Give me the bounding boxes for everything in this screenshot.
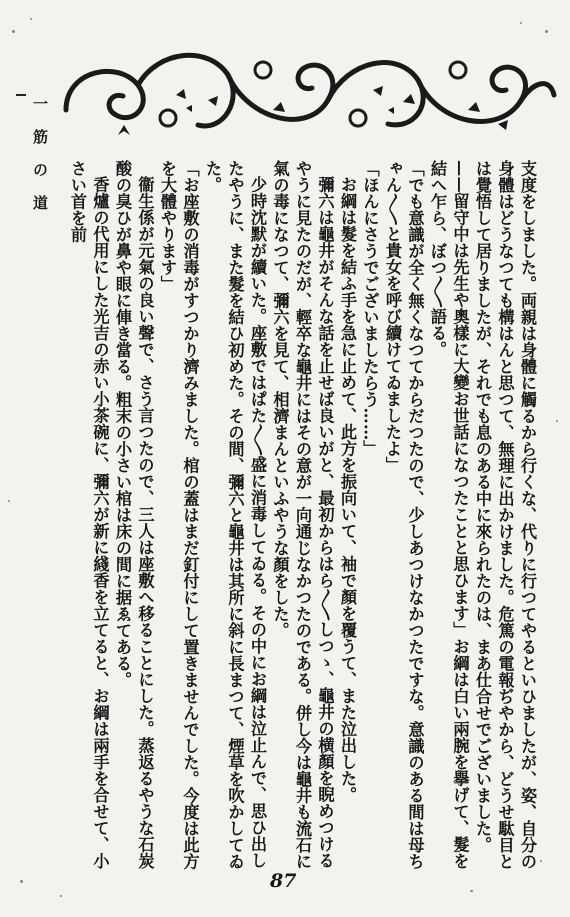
running-head-text: 一筋の道	[31, 96, 49, 228]
paragraph: お綱は髮を結ふ手を急に止めて、此方を振向いて、袖で顏を覆うて、また泣出した。	[338, 176, 357, 804]
running-head-mark	[16, 94, 26, 96]
paragraph: 少時沈默が續いた。座敷ではぱた〳〵盛に消毒してゐる。その中にお綱は泣止んで、思ひ出したやうに、また髮を結ひ初めた。その間、彌六と龜井は其所に斜に長まつて、煙草を吹かしてゐた。	[203, 160, 267, 870]
paragraph: 香爐の代用にした光吉の赤い小茶碗に、彌六が新に綫香を立てると、お綱は兩手を合せて、小さい首を前	[68, 160, 110, 870]
paragraph: 「でも意識が全く無くなつてからだつたので、少しあつけなかつたですな。意識のある間は母ちゃん〳〵と貴女を呼び續けてゐましたよ」	[383, 160, 425, 870]
paragraph: 衞生係が元氣の良い聲で、さう言つたので、三人は座敷へ移ることにした。蒸返るやうな石炭酸の臭ひが鼻や眼に俥き當る。粗末の小さい棺は床の間に据ゑてある。	[113, 160, 155, 870]
page-number: 87	[270, 870, 297, 892]
body-text	[60, 160, 538, 880]
ornamental-banner-icon	[58, 40, 558, 150]
paragraph: 彌六は龜井がそんな話を止せば良いがと、最初からはら〳〵しつゝ、龜井の横顏を睨めつけるやうに見たのだが、輕卒な龜井にはその意が一向通じなかつたのである。併し今は龜井も流石に氣の毒になつて、彌六を見て、相濟まんといふやうな顏をした。	[270, 160, 335, 870]
paragraph: 「ほんにさうでございましたらう……」	[360, 160, 380, 457]
running-head	[30, 96, 51, 228]
paragraph: 支度をしました。両親は身體に觸るから行くな、代りに行つてやるといひましたが、姿、自分の身體はどうなつても構はんと思つて、無理に出かけました。危篤の電報ぢやから、どうせ駄目とは覺悟して居りましたが、それでも息のある中に來られたのは、まあ仕合せでございました。——留守中は先生や奧樣に大變お世話になつたことと思ひます」お綱は白い兩腕を擧げて、髮を結へ乍ら、ぼつ〳〵語る。	[428, 160, 537, 870]
paragraph: 「お座敷の消毒がすつかり濟みました。棺の蓋はまだ釘付にして置きませんでした。今度は此方を大體やります」	[158, 160, 200, 870]
